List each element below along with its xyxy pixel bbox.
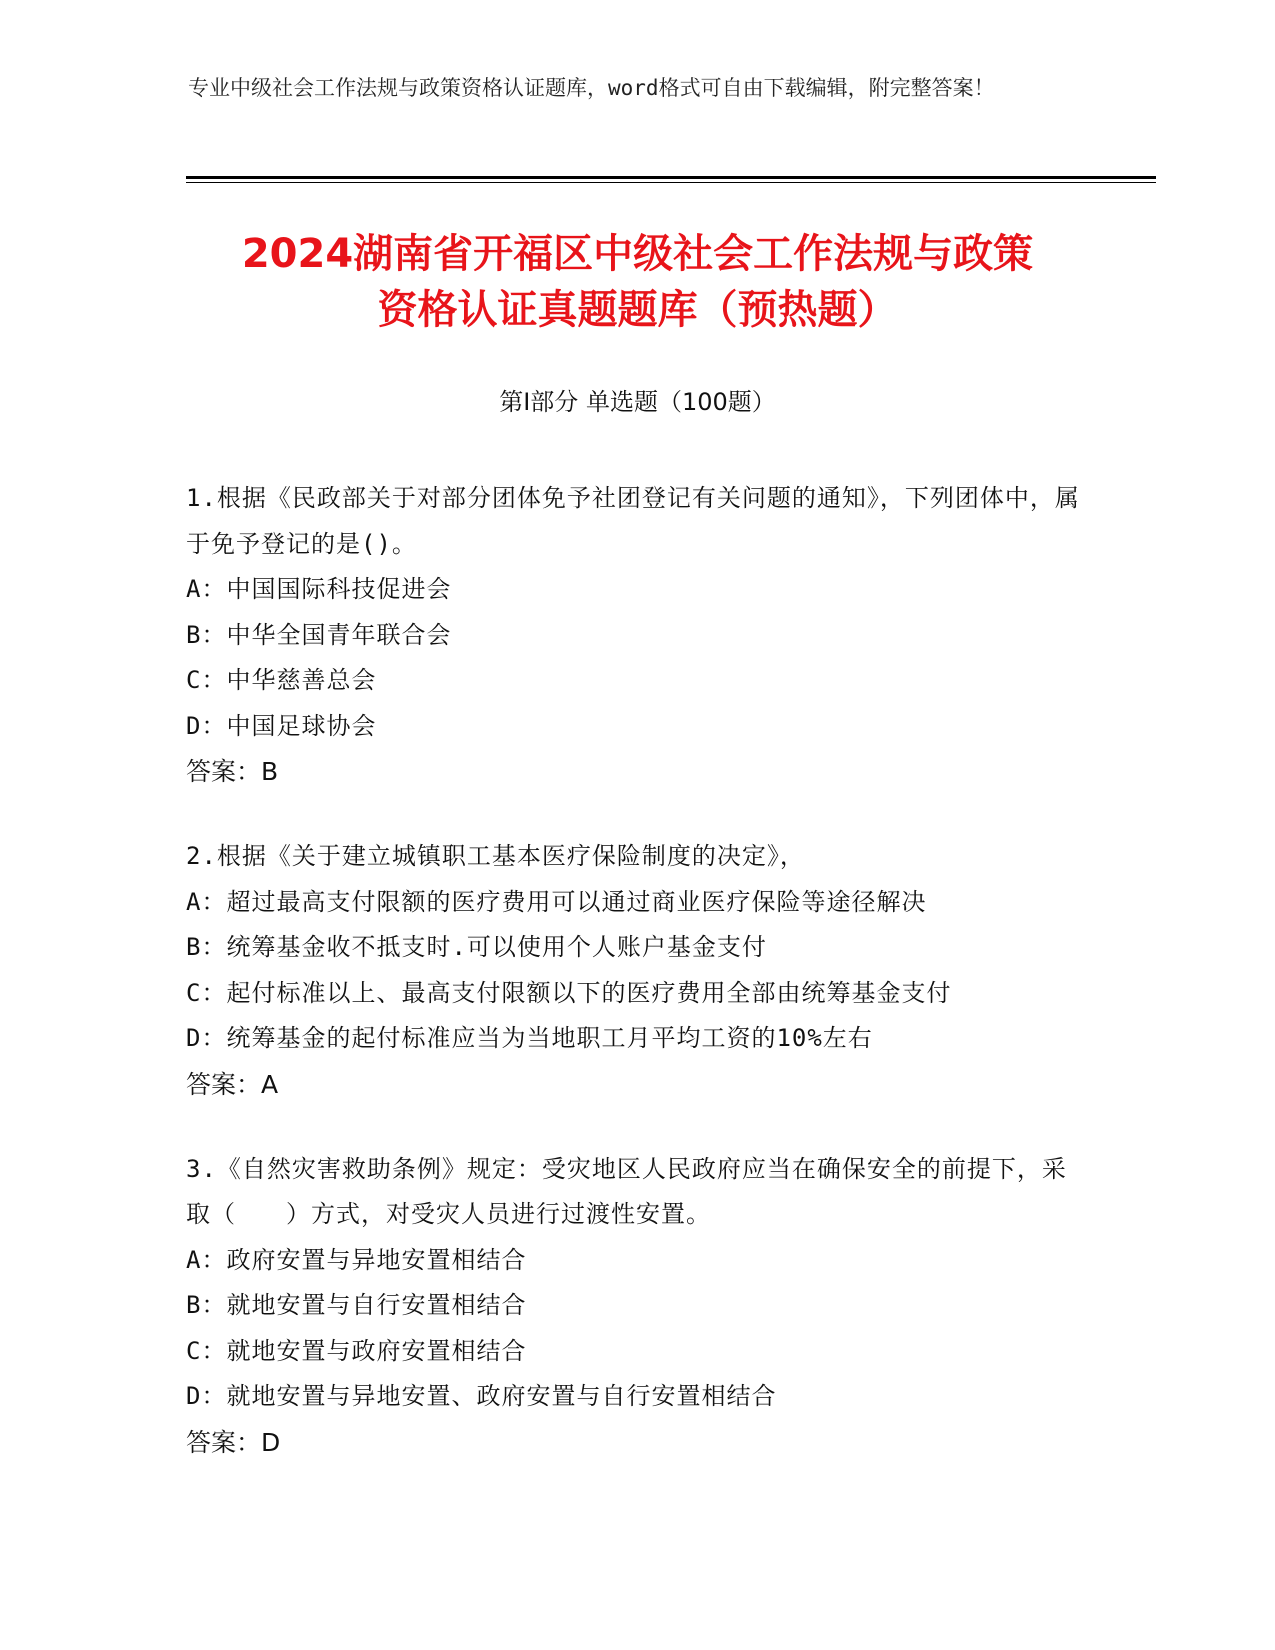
- answer: 答案：B: [186, 757, 279, 786]
- option-d: D：中国足球协会: [186, 711, 377, 740]
- section-title: 第Ⅰ部分 单选题（100题）: [499, 388, 776, 416]
- option-d: D：就地安置与异地安置、政府安置与自行安置相结合: [186, 1382, 777, 1410]
- option-b: B：中华全国青年联合会: [186, 620, 452, 649]
- question-stem: 2.根据《关于建立城镇职工基本医疗保险制度的决定》，: [186, 842, 805, 870]
- question-1: [186, 476, 1086, 794]
- question-stem: 1.根据《民政部关于对部分团体免予社团登记有关问题的通知》，下列团体中，属于免予登记的是()。: [186, 484, 1080, 558]
- option-c: C：起付标准以上、最高支付限额以下的医疗费用全部由统筹基金支付: [186, 978, 952, 1007]
- question-stem: 3.《自然灾害救助条例》规定：受灾地区人民政府应当在确保安全的前提下，采取（ ）方式，对受灾人员进行过渡性安置。: [186, 1154, 1067, 1228]
- option-a: A：中国国际科技促进会: [186, 575, 452, 603]
- title-line-1: 2024湖南省开福区中级社会工作法规与政策: [241, 231, 1034, 277]
- header-divider: [186, 176, 1156, 179]
- header-note: 专业中级社会工作法规与政策资格认证题库，word格式可自由下载编辑，附完整答案！: [188, 76, 995, 100]
- option-b: B：统筹基金收不抵支时.可以使用个人账户基金支付: [186, 933, 767, 961]
- title-line-2: 资格认证真题题库（预热题）: [377, 287, 898, 333]
- answer: 答案：A: [186, 1069, 279, 1099]
- header-divider-thin: [186, 182, 1156, 183]
- option-a: A：政府安置与异地安置相结合: [186, 1245, 527, 1274]
- option-c: C：中华慈善总会: [186, 666, 377, 694]
- question-list: [186, 476, 1086, 1505]
- option-d: D：统筹基金的起付标准应当为当地职工月平均工资的10%左右: [186, 1024, 873, 1052]
- answer: 答案：D: [186, 1427, 281, 1457]
- question-3: [186, 1147, 1086, 1465]
- document-title: [150, 226, 1125, 338]
- option-c: C：就地安置与政府安置相结合: [186, 1336, 527, 1365]
- option-a: A：超过最高支付限额的医疗费用可以通过商业医疗保险等途径解决: [186, 887, 927, 916]
- option-b: B：就地安置与自行安置相结合: [186, 1291, 527, 1319]
- question-2: [186, 834, 1086, 1107]
